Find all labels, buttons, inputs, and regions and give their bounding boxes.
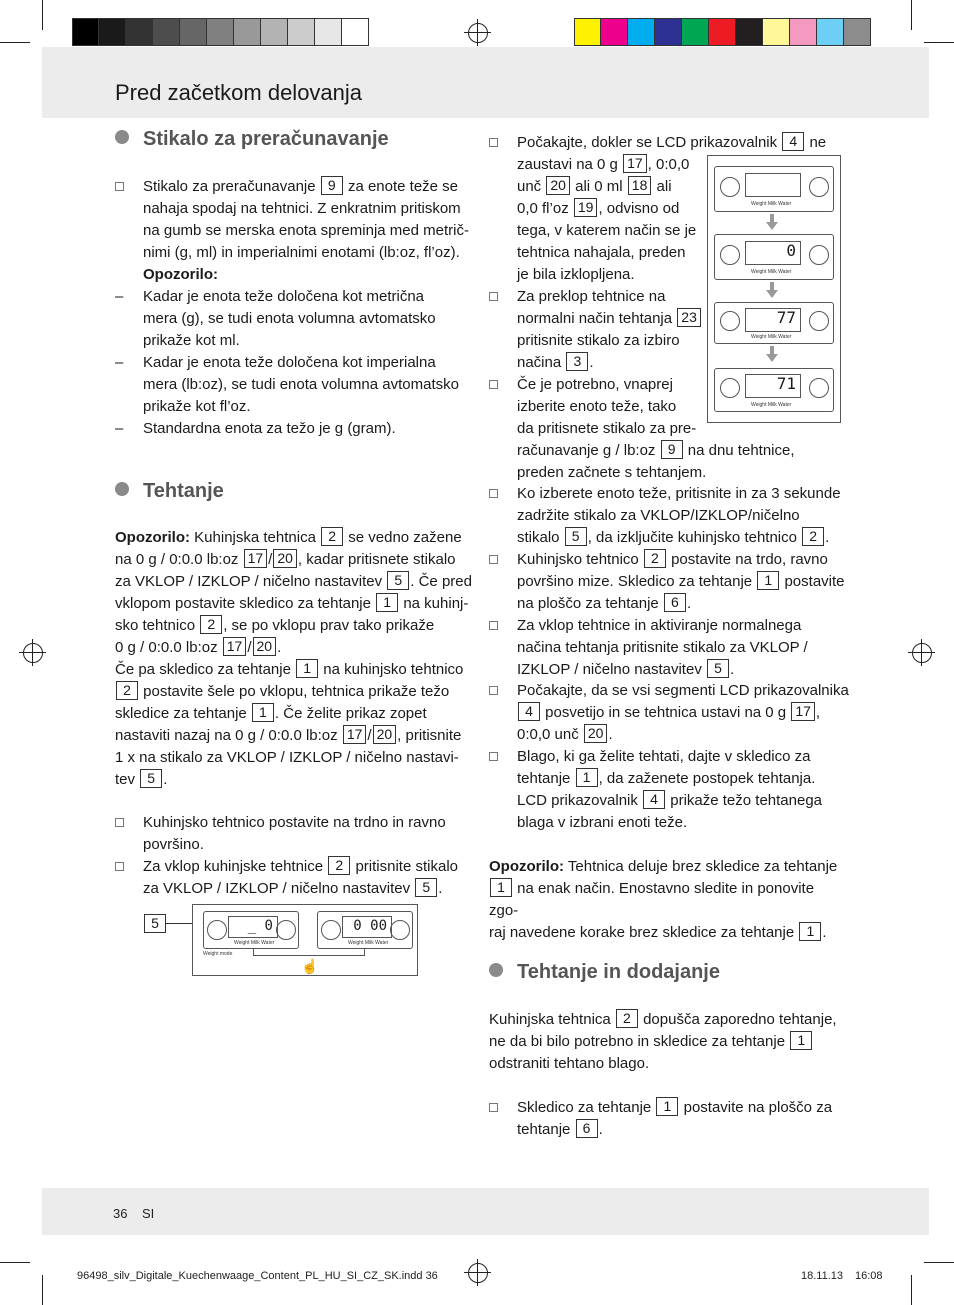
- text-line: nimi (g, ml) in imperialnimi enotami (lb:oz, fl’oz).: [143, 244, 460, 261]
- checkbox-bullet-icon: [115, 182, 124, 191]
- color-swatch: [817, 18, 844, 46]
- text-line: /: [268, 551, 273, 568]
- button-icon: [720, 311, 740, 331]
- paragraph: [489, 1009, 844, 1075]
- text-line: površino.: [143, 836, 204, 853]
- text-line: Tehtanje in dodajanje: [517, 961, 720, 983]
- text-line: Stikalo za preračunavanje: [143, 178, 316, 195]
- list-item: [115, 352, 503, 418]
- text-line: Počakajte, da se vsi segmenti LCD prikazovalnika: [517, 682, 849, 699]
- text-line: stikalo: [517, 529, 560, 546]
- color-swatch: [72, 18, 99, 46]
- text-line: Weight Milk Water: [751, 334, 792, 340]
- ref-number: 5: [565, 527, 587, 546]
- text-line: Weight Milk Water: [751, 201, 792, 207]
- text-line: .: [825, 529, 830, 546]
- ref-number: 1: [252, 703, 274, 722]
- print-time: 16:08: [855, 1270, 883, 1282]
- text-line: ali 0 ml: [575, 178, 623, 195]
- text-line: na ploščo za tehtanje: [517, 595, 659, 612]
- color-swatch: [628, 18, 655, 46]
- color-swatch: [315, 18, 342, 46]
- page-number: 36: [113, 1206, 128, 1221]
- text-line: –: [115, 420, 124, 437]
- ref-number: 1: [296, 659, 318, 678]
- ref-number: 20: [546, 176, 570, 195]
- lcd-screen: _ 0: [228, 916, 278, 938]
- text-line: Kadar je enota teže določena kot metrična: [143, 288, 425, 305]
- text-line: unč: [517, 178, 542, 195]
- color-swatch: [207, 18, 234, 46]
- text-line: pritisnite stikalo: [355, 858, 458, 875]
- text-line: .: [730, 661, 735, 678]
- crop-mark: [924, 1262, 954, 1263]
- registration-mark-icon: [912, 643, 932, 663]
- text-line: IZKLOP / ničelno nastavitev: [517, 661, 702, 678]
- text-line: na gumb se merska enota spreminja med metrič-: [143, 222, 469, 239]
- text-line: /: [247, 639, 252, 656]
- button-icon: [720, 378, 740, 398]
- checkbox-bullet-icon: [489, 555, 498, 564]
- text-line: .: [163, 771, 168, 788]
- ref-number: 2: [644, 549, 666, 568]
- lcd-screen: 77: [745, 308, 801, 332]
- text-line: na kuhinj-: [403, 595, 469, 612]
- file-name: 96498_silv_Digitale_Kuechenwaage_Content_PL_HU_SI_CZ_SK.indd 36: [77, 1270, 438, 1282]
- text-line: ali: [656, 178, 672, 195]
- color-swatch: [574, 18, 601, 46]
- text-line: Če pa skledico za tehtanje: [115, 661, 291, 678]
- crop-mark: [42, 1275, 43, 1305]
- ref-number: 5: [144, 914, 166, 933]
- language-code: SI: [142, 1206, 155, 1221]
- color-swatch: [126, 18, 153, 46]
- checkbox-bullet-icon: [115, 818, 124, 827]
- bullet-dot-icon: [489, 963, 503, 977]
- text-line: računavanje g / lb:oz: [517, 442, 656, 459]
- button-icon: [809, 245, 829, 265]
- crop-mark: [0, 1262, 30, 1263]
- scale-steps-figure: [707, 155, 841, 423]
- checkbox-bullet-icon: [489, 380, 498, 389]
- text-line: nastaviti nazaj na 0 g / 0:0.0 lb:oz: [115, 727, 338, 744]
- ref-number: 1: [790, 1031, 812, 1050]
- ref-number: 17: [223, 637, 247, 656]
- text-line: Standardna enota za težo je g (gram).: [143, 420, 396, 437]
- list-item: [115, 176, 503, 286]
- registration-mark-icon: [468, 1263, 488, 1283]
- lcd-panel: [317, 911, 413, 949]
- color-swatch: [844, 18, 871, 46]
- arrow-down-icon: [770, 346, 774, 354]
- ref-number: 20: [373, 725, 397, 744]
- text-line: nahaja spodaj na tehtnici. Z enkratnim pritiskom: [143, 200, 461, 217]
- text-line: . Če pred: [410, 573, 472, 590]
- note-paragraph: [489, 856, 844, 944]
- lcd-panel: [714, 368, 834, 412]
- text-line: Opozorilo:: [115, 529, 190, 546]
- ref-number: 2: [616, 1009, 638, 1028]
- list-item: [489, 615, 867, 681]
- color-swatch: [342, 18, 369, 46]
- ref-number: 17: [791, 702, 815, 721]
- text-line: –: [115, 288, 124, 305]
- lcd-panel: [714, 234, 834, 280]
- text-line: , se po vklopu prav tako prikaže: [223, 617, 435, 634]
- text-line: vklopom postavite skledico za tehtanje: [115, 595, 371, 612]
- checkbox-bullet-icon: [489, 138, 498, 147]
- button-icon: [809, 378, 829, 398]
- text-line: Kuhinjska tehtnica: [489, 1011, 611, 1028]
- text-line: mera (g), se tudi enota volumna avtomatsko: [143, 310, 436, 327]
- list-item: [115, 286, 503, 352]
- list-item: [115, 812, 503, 856]
- arrow-down-icon: [770, 282, 774, 290]
- text-line: .: [589, 354, 594, 371]
- lcd-panel: [714, 166, 834, 212]
- text-line: da pritisnete stikalo za pre-: [517, 420, 697, 437]
- ref-number: 2: [116, 681, 138, 700]
- text-line: na kuhinjsko tehtnico: [323, 661, 464, 678]
- text-line: Kadar je enota teže določena kot imperialna: [143, 354, 436, 371]
- ref-number: 2: [802, 527, 824, 546]
- text-line: Blago, ki ga želite tehtati, dajte v skledico za: [517, 748, 811, 765]
- color-swatch: [655, 18, 682, 46]
- text-line: .: [686, 595, 692, 612]
- checkbox-bullet-icon: [489, 489, 498, 498]
- text-line: Weight Milk Water: [751, 269, 792, 275]
- text-line: Stikalo za preračunavanje: [143, 128, 389, 150]
- checkbox-bullet-icon: [489, 292, 498, 301]
- ref-number: 9: [661, 440, 683, 459]
- text-line: Weight Milk Water: [234, 940, 275, 946]
- text-line: postavite na trdo, ravno: [671, 551, 828, 568]
- checkbox-bullet-icon: [489, 621, 498, 630]
- text-line: ne da bi bilo potrebno in skledice za tehtanje: [489, 1033, 786, 1050]
- ref-number: 17: [244, 549, 268, 568]
- color-swatch: [288, 18, 315, 46]
- text-line: , kadar pritisnete stikalo: [297, 551, 456, 568]
- text-line: dopušča zaporedno tehtanje,: [643, 1011, 837, 1028]
- crop-mark: [42, 0, 43, 30]
- checkbox-bullet-icon: [489, 752, 498, 761]
- text-line: izberite enoto teže, tako: [517, 398, 677, 415]
- text-line: se vedno zažene: [348, 529, 462, 546]
- text-line: Za vklop tehtnice in aktiviranje normalnega: [517, 617, 802, 634]
- bullet-dot-icon: [115, 130, 129, 144]
- ref-number: 1: [799, 922, 821, 941]
- text-line: Opozorilo:: [489, 858, 564, 875]
- color-swatch: [601, 18, 628, 46]
- text-line: načina: [517, 354, 562, 371]
- bullet-dot-icon: [115, 482, 129, 496]
- color-swatch: [763, 18, 790, 46]
- text-line: zaustavi na 0 g: [517, 156, 618, 173]
- ref-number: 1: [757, 571, 779, 590]
- text-line: 0,0 fl’oz: [517, 200, 569, 217]
- text-line: Počakajte, dokler se LCD prikazovalnik: [517, 134, 778, 151]
- text-line: tehtanje: [517, 1121, 571, 1138]
- button-icon: [390, 920, 410, 940]
- list-item: [489, 746, 867, 834]
- text-line: Ko izberete enoto teže, pritisnite in za 3 sekunde: [517, 485, 841, 502]
- text-line: .: [822, 924, 827, 941]
- ref-number: 2: [200, 615, 222, 634]
- ref-number: 3: [566, 352, 588, 371]
- ref-number: 1: [490, 878, 512, 897]
- lcd-screen: 0 00: [342, 916, 392, 938]
- arrow-down-icon: [766, 222, 778, 230]
- text-line: Če je potrebno, vnaprej: [517, 376, 673, 393]
- text-line: .: [598, 1121, 603, 1138]
- color-swatch: [234, 18, 261, 46]
- section-heading-tare: [489, 961, 720, 983]
- list-item: [115, 418, 503, 440]
- ref-number: 20: [253, 637, 277, 656]
- text-line: za enote teže se: [347, 178, 459, 195]
- button-icon: [207, 920, 227, 940]
- crop-mark: [911, 0, 912, 30]
- print-date: 18.11.13: [801, 1270, 844, 1282]
- page-title: Pred začetkom delovanja: [115, 80, 363, 105]
- text-line: .: [277, 639, 282, 656]
- text-line: odstraniti tehtano blago.: [489, 1055, 650, 1072]
- registration-mark-icon: [468, 23, 488, 43]
- text-line: , da izključite kuhinjsko tehtnico: [587, 529, 797, 546]
- hand-pointer-icon: ☝: [301, 958, 319, 974]
- checkbox-bullet-icon: [115, 862, 124, 871]
- ref-number: 5: [140, 769, 162, 788]
- text-line: na dnu tehtnice,: [687, 442, 795, 459]
- button-icon: [720, 177, 740, 197]
- lcd-screen: 71: [745, 374, 801, 398]
- ref-number: 17: [343, 725, 367, 744]
- ref-number: 1: [656, 1097, 678, 1116]
- text-line: 1 x na stikalo za VKLOP / IZKLOP / ničelno nastavi-: [115, 749, 459, 766]
- crop-mark: [911, 1275, 912, 1305]
- ref-number: 5: [415, 878, 437, 897]
- text-line: –: [115, 354, 124, 371]
- text-line: 0 g / 0:0.0 lb:oz: [115, 639, 218, 656]
- color-swatch: [736, 18, 763, 46]
- text-line: zadržite stikalo za VKLOP/IZKLOP/ničelno: [517, 507, 800, 524]
- ref-number: 20: [273, 549, 297, 568]
- text-line: pritisnite stikalo za izbiro: [517, 332, 680, 349]
- text-line: mera (lb:oz), se tudi enota volumna avtomatsko: [143, 376, 459, 393]
- text-line: ne: [809, 134, 827, 151]
- text-line: blaga v izbrani enoti teže.: [517, 814, 688, 831]
- text-line: .: [438, 880, 443, 897]
- grayscale-bar: [72, 18, 369, 46]
- text-line: površino mize. Skledico za tehtanje: [517, 573, 753, 590]
- text-line: tega, v katerem način se je: [517, 222, 697, 239]
- color-swatch: [790, 18, 817, 46]
- text-line: tehtnica nahajala, preden: [517, 244, 686, 261]
- list-item: [115, 856, 503, 900]
- section-heading-conversion: [115, 128, 389, 150]
- text-line: načina tehtanja pritisnite stikalo za VKLOP /: [517, 639, 808, 656]
- arrow-down-icon: [766, 354, 778, 362]
- text-line: je bila izklopljena.: [517, 266, 635, 283]
- figure-ref-label: [143, 914, 167, 936]
- color-swatch: [99, 18, 126, 46]
- color-swatch: [682, 18, 709, 46]
- ref-number: 1: [576, 768, 598, 787]
- text-line: . Če želite prikaz zopet: [274, 705, 427, 722]
- text-line: , da zaženete postopek tehtanja.: [598, 770, 816, 787]
- ref-number: 23: [677, 308, 701, 327]
- checkbox-bullet-icon: [489, 686, 498, 695]
- ref-number: 6: [576, 1119, 598, 1138]
- ref-number: 6: [664, 593, 686, 612]
- text-line: tehtanje: [517, 770, 571, 787]
- list-item: [489, 286, 737, 374]
- ref-number: 20: [584, 724, 608, 743]
- list-item: [489, 1097, 867, 1141]
- text-line: prikaže kot ml.: [143, 332, 240, 349]
- text-line: na enak način. Enostavno sledite in ponovite zgo-: [489, 880, 815, 919]
- text-line: normalni način tehtanja: [517, 310, 673, 327]
- registration-mark-icon: [23, 643, 43, 663]
- ref-number: 4: [643, 790, 665, 809]
- footer-band: [42, 1188, 929, 1235]
- ref-number: 4: [518, 702, 540, 721]
- ref-number: 4: [782, 132, 804, 151]
- list-item: [489, 549, 867, 615]
- ref-number: 2: [321, 527, 343, 546]
- arrow-down-icon: [766, 290, 778, 298]
- ref-number: 5: [387, 571, 409, 590]
- scale-figure-on: [192, 904, 418, 976]
- section-heading-weighing: [115, 480, 224, 502]
- text-line: prikaže kot fl’oz.: [143, 398, 251, 415]
- weight-mode-label: Weight mode: [203, 951, 233, 957]
- text-line: LCD prikazovalnik: [517, 792, 638, 809]
- text-line: .: [608, 726, 613, 743]
- text-line: tev: [115, 771, 136, 788]
- text-line: Skledico za tehtanje: [517, 1099, 652, 1116]
- text-line: Kuhinjsko tehtnico: [517, 551, 639, 568]
- ref-number: 18: [628, 176, 652, 195]
- text-line: sko tehtnico: [115, 617, 196, 634]
- arrow-down-icon: [770, 214, 774, 222]
- button-icon: [720, 245, 740, 265]
- text-line: Weight Milk Water: [751, 402, 792, 408]
- ref-number: 9: [321, 176, 343, 195]
- ref-number: 1: [376, 593, 398, 612]
- text-line: postavite: [784, 573, 845, 590]
- text-line: /: [367, 727, 372, 744]
- crop-mark: [0, 42, 30, 43]
- text-line: raj navedene korake brez skledice za tehtanje: [489, 924, 795, 941]
- ref-number: 2: [328, 856, 350, 875]
- lcd-panel: [714, 302, 834, 344]
- text-line: , 0:0,0: [647, 156, 690, 173]
- text-line: postavite na ploščo za: [683, 1099, 833, 1116]
- button-icon: [276, 920, 296, 940]
- note-paragraph: [115, 527, 475, 791]
- text-line: 0:0,0 unč: [517, 726, 579, 743]
- text-line: Kuhinjsko tehtnico postavite na trdno in ravno: [143, 814, 446, 831]
- lcd-screen: [745, 173, 801, 197]
- text-line: , pritisnite: [397, 727, 462, 744]
- text-line: za VKLOP / IZKLOP / ničelno nastavitev: [143, 880, 411, 897]
- text-line: Kuhinjska tehtnica: [194, 529, 316, 546]
- color-bar: [574, 18, 871, 46]
- text-line: na 0 g / 0:0.0 lb:oz: [115, 551, 239, 568]
- text-line: Za vklop kuhinjske tehtnice: [143, 858, 324, 875]
- note-label: Opozorilo:: [143, 266, 218, 283]
- text-line: Tehtanje: [143, 480, 224, 502]
- text-line: Weight Milk Water: [348, 940, 389, 946]
- ref-number: 5: [707, 659, 729, 678]
- ref-number: 17: [623, 154, 647, 173]
- text-line: Za preklop tehtnice na: [517, 288, 666, 305]
- checkbox-bullet-icon: [489, 1103, 498, 1112]
- text-line: za VKLOP / IZKLOP / ničelno nastavitev: [115, 573, 383, 590]
- color-swatch: [153, 18, 180, 46]
- button-icon: [809, 177, 829, 197]
- crop-mark: [924, 42, 954, 43]
- text-line: preden začnete s tehtanjem.: [517, 464, 707, 481]
- list-item: [489, 680, 867, 746]
- text-line: prikaže težo tehtanega: [670, 792, 823, 809]
- color-swatch: [261, 18, 288, 46]
- button-icon: [809, 311, 829, 331]
- text-line: Tehtnica deluje brez skledice za tehtanje: [567, 858, 838, 875]
- button-icon: [321, 920, 341, 940]
- lcd-panel: [203, 911, 299, 949]
- text-line: posvetijo in se tehtnica ustavi na 0 g: [545, 704, 787, 721]
- text-line: skledice za tehtanje: [115, 705, 247, 722]
- text-line: ,: [815, 704, 821, 721]
- color-swatch: [180, 18, 207, 46]
- text-line: postavite šele po vklopu, tehtnica prikaže težo: [143, 683, 450, 700]
- list-item: [489, 483, 867, 549]
- text-line: , odvisno od: [598, 200, 680, 217]
- lcd-screen: 0: [745, 241, 801, 265]
- color-swatch: [709, 18, 736, 46]
- ref-number: 19: [574, 198, 598, 217]
